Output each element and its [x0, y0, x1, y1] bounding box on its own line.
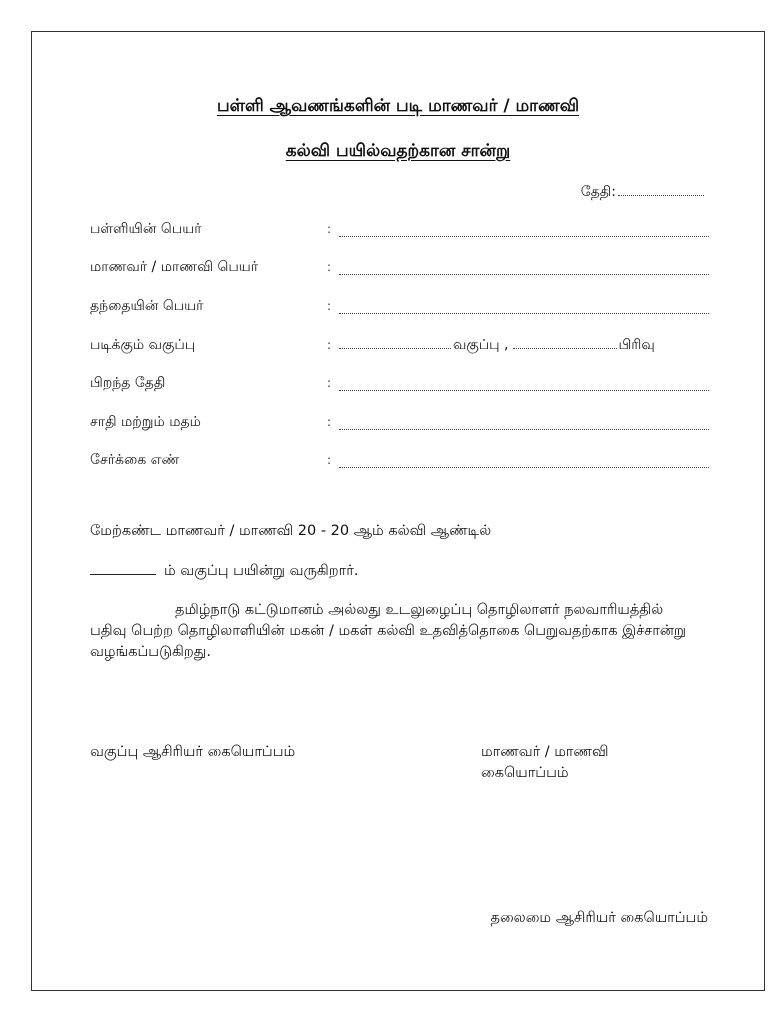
field-school-name — [90, 221, 709, 245]
date-label: தேதி: — [580, 184, 616, 200]
certificate-page — [31, 31, 765, 991]
field-colon: : — [327, 453, 332, 467]
field-colon: : — [327, 376, 332, 390]
field-father-name — [90, 298, 709, 322]
field-admission-number — [90, 452, 709, 476]
class-blank[interactable] — [339, 348, 451, 349]
caste-religion-blank[interactable] — [339, 429, 709, 430]
class-number-blank[interactable] — [90, 574, 156, 575]
field-label: படிக்கும் வகுப்பு — [90, 337, 196, 353]
field-colon: : — [327, 338, 332, 352]
birth-date-blank[interactable] — [339, 390, 709, 391]
field-colon: : — [327, 260, 332, 274]
title-line-2: கல்வி பயில்வதற்கான சான்று — [285, 141, 511, 161]
class-suffix: வகுப்பு , — [453, 337, 509, 353]
field-label: தந்தையின் பெயர் — [90, 298, 204, 314]
student-name-blank[interactable] — [339, 274, 709, 275]
field-birth-date — [90, 375, 709, 399]
class-fill-line — [339, 337, 709, 355]
field-colon: : — [327, 415, 332, 429]
field-label: சேர்க்கை எண் — [90, 452, 180, 468]
father-name-blank[interactable] — [339, 313, 709, 314]
student-signature-line-1: மாணவர் / மாணவி — [481, 744, 609, 760]
school-name-blank[interactable] — [339, 236, 709, 237]
date-blank[interactable] — [618, 195, 704, 196]
class-teacher-signature: வகுப்பு ஆசிரியர் கையொப்பம் — [90, 744, 296, 760]
body-paragraph: தமிழ்நாடு கட்டுமானம் அல்லது உடலுழைப்பு தொழிலாளர் நலவாரியத்தில் பதிவு பெற்ற தொழிலாளியின் மகன் / மகள் கல்வி உதவித்தொகை பெறுவதற்காக இச்சான்று வழங்கப்படுகிறது. — [90, 602, 687, 660]
field-class — [90, 337, 709, 361]
student-signature-line-2: கையொப்பம் — [481, 765, 569, 781]
admission-number-blank[interactable] — [339, 467, 709, 468]
title-line-1: பள்ளி ஆவணங்களின் படி மாணவர் / மாணவி — [216, 96, 580, 116]
section-suffix: பிரிவு — [618, 337, 655, 353]
field-label: பள்ளியின் பெயர் — [90, 221, 202, 237]
field-caste-religion — [90, 414, 709, 438]
field-label: மாணவர் / மாணவி பெயர் — [90, 259, 259, 275]
statement-line-1: மேற்கண்ட மாணவர் / மாணவி 20 - 20 ஆம் கல்வி ஆண்டில் — [90, 523, 492, 539]
field-label: சாதி மற்றும் மதம் — [90, 414, 201, 430]
date-row — [581, 184, 704, 202]
student-signature — [481, 742, 608, 784]
statement-line-2 — [90, 563, 358, 581]
section-blank[interactable] — [513, 348, 617, 349]
statement-line-2-text: ம் வகுப்பு பயின்று வருகிறார். — [164, 563, 359, 579]
field-colon: : — [327, 299, 332, 313]
field-colon: : — [327, 222, 332, 236]
headmaster-signature: தலைமை ஆசிரியர் கையொப்பம் — [490, 910, 708, 926]
field-student-name — [90, 259, 709, 283]
field-label: பிறந்த தேதி — [90, 375, 166, 391]
